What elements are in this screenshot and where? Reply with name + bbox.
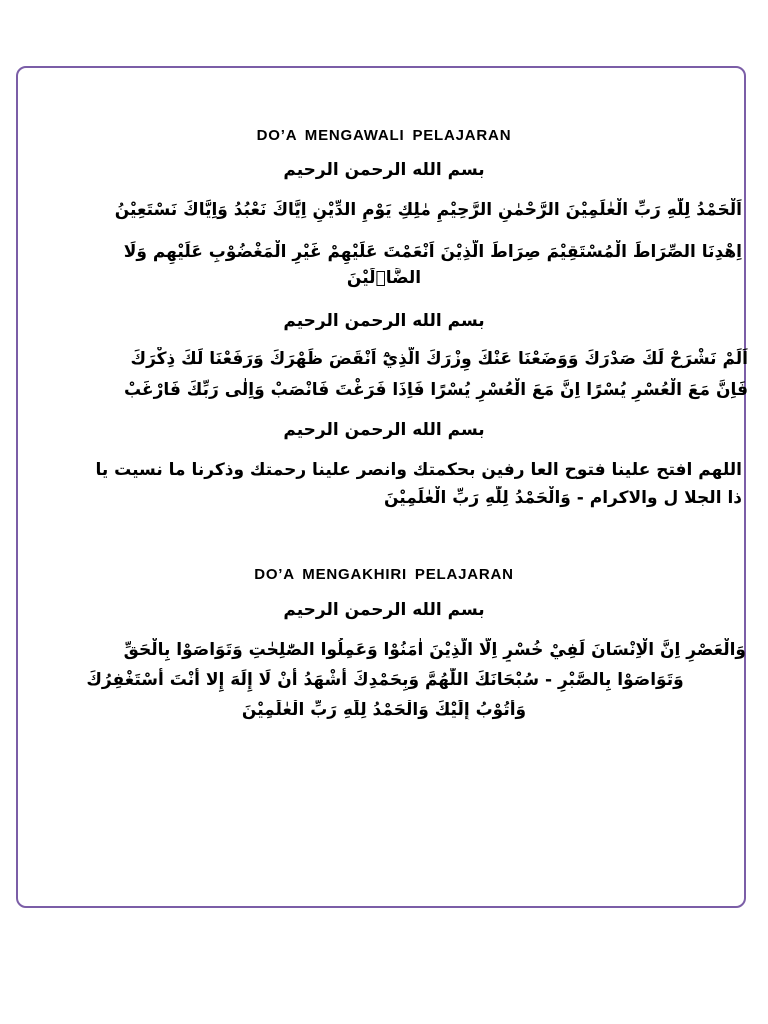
insyirah-line-2: فَاِنَّ مَعَ الْعُسْرِ يُسْرًا اِنَّ مَعَ الْعُسْرِ يُسْرًا فَاِذَا فَرَغْتَ فَانْصَبْ وَاِلٰى رَبِّكَ فَارْغَبْ [123,380,748,400]
section2-basmala: بسم الله الرحمن الرحيم [283,600,485,620]
asr-line-3: وَأَتُوْبُ إِلَيْكَ وَالْحَمْدُ لِلّٰهِ رَبِّ الْعٰلَمِيْنَ [241,700,527,720]
section1-basmala-2: بسم الله الرحمن الرحيم [283,311,485,331]
section1-title: DO’A MENGAWALI PELAJARAN [256,127,512,144]
section1-basmala-3: بسم الله الرحمن الرحيم [283,420,485,440]
doa-line-1: اللهم افتح علينا فتوح العا رفين بحكمتك وانصر علينا رحمتك وذكرنا ما نسيت يا [95,460,742,480]
fatihah-line-1: اَلْحَمْدُ لِلّٰهِ رَبِّ الْعٰلَمِيْنَ الرَّحْمٰنِ الرَّحِيْمِ مٰلِكِ يَوْمِ الدِّيْنِ اِيَّاكَ نَعْبُدُ وَاِيَّاكَ نَسْتَعِيْنُ [114,200,742,220]
fatihah-line-2: اِهْدِنَا الصِّرَاطَ الْمُسْتَقِيْمَ صِرَاطَ الَّذِيْنَ اَنْعَمْتَ عَلَيْهِمْ غَيْرِ الْمَغْضُوْبِ عَلَيْهِم وَلَا [123,242,742,262]
fatihah-line-3: الضَّاۤلِّيْنَ [346,268,422,288]
section1-basmala: بسم الله الرحمن الرحيم [283,160,485,180]
asr-line-1: وَالْعَصْرِ اِنَّ الْاِنْسَانَ لَفِيْ خُسْرٍ اِلَّا الَّذِيْنَ اٰمَنُوْا وَعَمِلُوا الصّٰلِحٰتِ وَتَوَاصَوْا بِالْحَقِّ [123,640,746,660]
asr-line-2: وَتَوَاصَوْا بِالصَّبْرِ - سُبْحَانَكَ اللّٰهُمَّ وَبِحَمْدِكَ أَشْهَدُ أَنْ لَا إِلَهَ إِلا أَنْتَ أَسْتَغْفِرُكَ [86,670,684,690]
section2-title: DO’A MENGAKHIRI PELAJARAN [254,566,514,583]
doa-line-2: ذا الجلا ل والاكرام - وَالْحَمْدُ لِلّٰهِ رَبِّ الْعٰلَمِيْنَ [383,488,742,508]
insyirah-line-1: اَلَمْ نَشْرَحْ لَكَ صَدْرَكَ وَوَضَعْنَا عَنْكَ وِزْرَكَ الَّذِيْٓ اَنْقَضَ ظَهْرَكَ وَرَفَعْنَا لَكَ ذِكْرَكَ [130,349,748,369]
